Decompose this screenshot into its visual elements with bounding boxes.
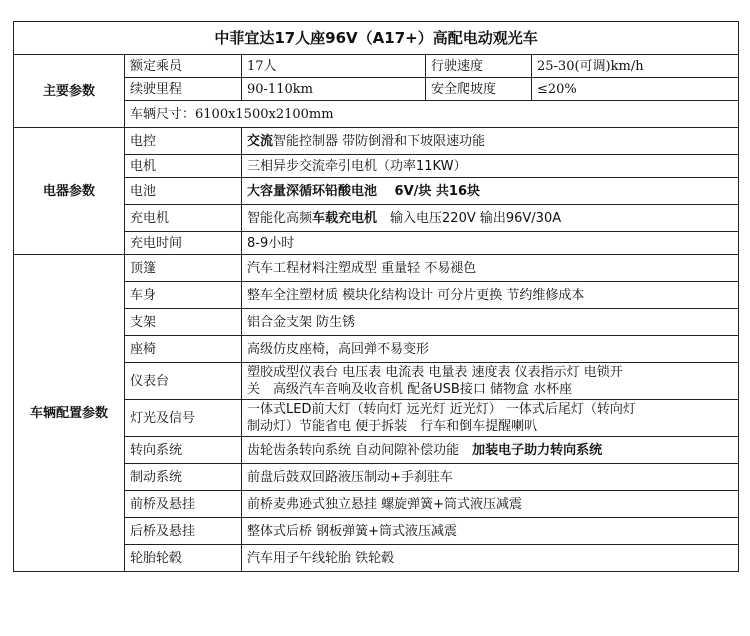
battery-label: 电池 [125, 178, 242, 205]
lights-value [242, 400, 739, 437]
frame-label: 支架 [125, 309, 242, 336]
speed-label: 行驶速度 [426, 55, 532, 78]
body-value: 整车全注塑材质 模块化结构设计 可分片更换 节约维修成本 [242, 282, 739, 309]
charge-time-value: 8-9小时 [242, 232, 739, 255]
motor-value: 三相异步交流牵引电机（功率11KW） [242, 155, 739, 178]
brake-value: 前盘后鼓双回路液压制动+手刹驻车 [242, 464, 739, 491]
tire-label: 轮胎轮毂 [125, 545, 242, 572]
rear-suspension-value: 整体式后桥 钢板弹簧+筒式液压减震 [242, 518, 739, 545]
seat-label: 座椅 [125, 336, 242, 363]
front-suspension-label: 前桥及悬挂 [125, 491, 242, 518]
steering-value [242, 437, 739, 464]
table-row [14, 128, 739, 155]
battery-value [242, 178, 739, 205]
brake-label: 制动系统 [125, 464, 242, 491]
dashboard-line-2: 关 高级汽车音响及收音机 配备USB接口 储物盒 水杯座 [247, 382, 573, 397]
controller-bold-text: 交流 [247, 133, 274, 149]
section-config: 车辆配置参数 [14, 255, 125, 572]
tire-value: 汽车用子午线轮胎 铁轮毂 [242, 545, 739, 572]
slope-label: 安全爬坡度 [426, 78, 532, 101]
spec-table [13, 21, 739, 572]
controller-value [242, 128, 739, 155]
speed-value: 25-30(可调)km/h [532, 55, 739, 78]
range-value: 90-110km [242, 78, 426, 101]
controller-label: 电控 [125, 128, 242, 155]
steering-bold-text: 加装电子助力转向系统 [472, 442, 603, 458]
frame-value: 铝合金支架 防生锈 [242, 309, 739, 336]
charger-pre-text: 智能化高频 [247, 210, 313, 226]
lights-label: 灯光及信号 [125, 400, 242, 437]
range-label: 续驶里程 [125, 78, 242, 101]
body-label: 车身 [125, 282, 242, 309]
vehicle-size: 车辆尺寸：6100x1500x2100mm [125, 101, 739, 128]
rated-passengers-label: 额定乘员 [125, 55, 242, 78]
table-row [14, 255, 739, 282]
steering-text: 齿轮齿条转向系统 自动间隙补偿功能 [247, 442, 473, 458]
battery-bold-text: 大容量深循环铅酸电池 6V/块 共16块 [247, 183, 480, 199]
seat-value: 高级仿皮座椅，高回弹不易变形 [242, 336, 739, 363]
charge-time-label: 充电时间 [125, 232, 242, 255]
charger-value [242, 205, 739, 232]
front-suspension-value: 前桥麦弗逊式独立悬挂 螺旋弹簧+筒式液压减震 [242, 491, 739, 518]
section-electrical: 电器参数 [14, 128, 125, 255]
section-main: 主要参数 [14, 55, 125, 128]
motor-label: 电机 [125, 155, 242, 178]
rated-passengers-value: 17人 [242, 55, 426, 78]
controller-text: 智能控制器 带防倒滑和下坡限速功能 [273, 133, 486, 149]
lights-line-1: 一体式LED前大灯（转向灯 远光灯 近光灯） 一体式后尾灯（转向灯 [247, 402, 636, 417]
slope-value: ≤20% [532, 78, 739, 101]
charger-label: 充电机 [125, 205, 242, 232]
steering-label: 转向系统 [125, 437, 242, 464]
charger-bold-text: 车载充电机 [312, 210, 378, 226]
charger-post-text: 输入电压220V 输出96V/30A [377, 210, 562, 226]
rear-suspension-label: 后桥及悬挂 [125, 518, 242, 545]
page-title: 中菲宜达17人座96V（A17+）高配电动观光车 [14, 22, 739, 55]
table-row [14, 55, 739, 78]
roof-value: 汽车工程材料注塑成型 重量轻 不易褪色 [242, 255, 739, 282]
dashboard-label: 仪表台 [125, 363, 242, 400]
dashboard-value [242, 363, 739, 400]
lights-line-2: 制动灯）节能省电 便于拆装 行车和倒车提醒喇叭 [247, 419, 538, 434]
title-row [14, 22, 739, 55]
dashboard-line-1: 塑胶成型仪表台 电压表 电流表 电量表 速度表 仪表指示灯 电锁开 [247, 365, 623, 380]
roof-label: 顶篷 [125, 255, 242, 282]
